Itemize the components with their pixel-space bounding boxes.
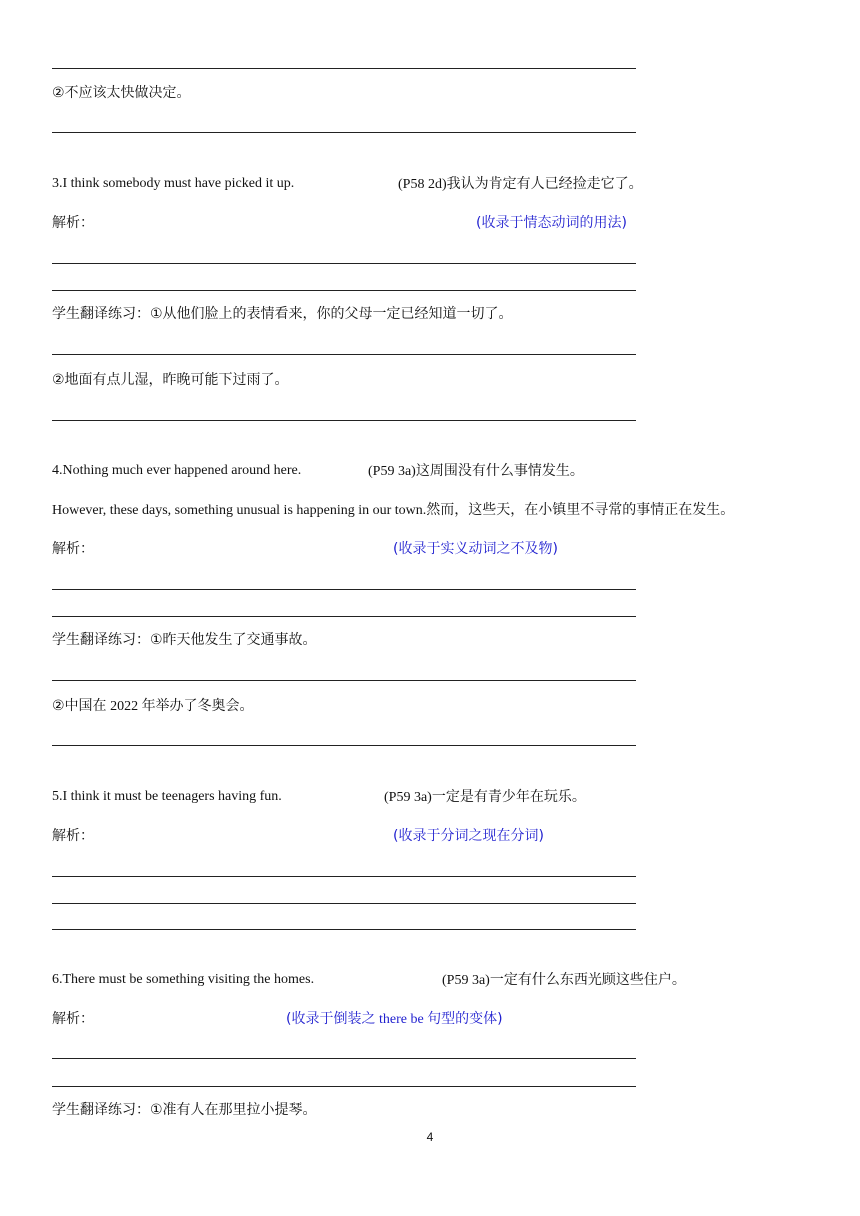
practice-sentence: ②地面有点儿湿，昨晚可能下过雨了。 (52, 372, 289, 388)
answer-line (52, 263, 636, 264)
answer-line (52, 876, 636, 877)
practice-sentence: 学生翻译练习：①昨天他发生了交通事故。 (52, 632, 317, 648)
analysis-label: 解析： (52, 1011, 94, 1027)
item3-chinese: 我认为肯定有人已经捡走它了。 (446, 176, 643, 192)
item4-line2 (52, 501, 734, 520)
practice-sentence: ②不应该太快做决定。 (52, 85, 191, 101)
practice-sentence: 学生翻译练习：①从他们脸上的表情看来，你的父母一定已经知道一切了。 (52, 306, 513, 322)
answer-line (52, 68, 636, 69)
item4-chinese-2: 然而，这些天，在小镇里不寻常的事情正在发生。 (426, 502, 735, 518)
answer-line (52, 1086, 636, 1087)
item5-chinese: 一定是有青少年在玩乐。 (431, 789, 586, 805)
item4-english: 4.Nothing much ever happened around here. (52, 463, 302, 478)
answer-line (52, 589, 636, 590)
analysis-label: 解析： (52, 215, 94, 231)
analysis-label: 解析： (52, 541, 94, 557)
item5-english: 5.I think it must be teenagers having fun. (52, 789, 282, 804)
item4-english-2: However, these days, something unusual is happening in our town. (52, 503, 427, 518)
page-ref: (P59 3a) (442, 973, 490, 988)
item3-note: (收录于情态动词的用法) (476, 215, 627, 231)
analysis-label: 解析： (52, 828, 94, 844)
answer-line (52, 354, 636, 355)
answer-line (52, 616, 636, 617)
page-ref: (P59 3a) (368, 464, 416, 479)
item5-reference (384, 788, 586, 807)
item6-chinese: 一定有什么东西光顾这些住户。 (489, 972, 686, 988)
page-number: 4 (426, 1130, 434, 1144)
answer-line (52, 929, 636, 930)
item4-chinese: 这周围没有什么事情发生。 (415, 463, 584, 479)
item4-reference (368, 462, 584, 481)
page-ref: (P58 2d) (398, 177, 447, 192)
answer-line (52, 680, 636, 681)
item6-note: (收录于倒装之 there be 句型的变体) (286, 1011, 503, 1027)
item3-reference (398, 175, 643, 194)
answer-line (52, 903, 636, 904)
practice-sentence: 学生翻译练习：①准有人在那里拉小提琴。 (52, 1102, 317, 1118)
item5-note: (收录于分词之现在分词) (393, 828, 544, 844)
answer-line (52, 290, 636, 291)
item6-english: 6.There must be something visiting the homes. (52, 972, 315, 987)
answer-line (52, 1058, 636, 1059)
page-ref: (P59 3a) (384, 790, 432, 805)
item4-note: (收录于实义动词之不及物) (393, 541, 558, 557)
answer-line (52, 132, 636, 133)
answer-line (52, 420, 636, 421)
item6-reference (442, 971, 686, 990)
practice-sentence: ②中国在 2022 年举办了冬奥会。 (52, 698, 254, 714)
item3-english: 3.I think somebody must have picked it up. (52, 176, 295, 191)
answer-line (52, 745, 636, 746)
